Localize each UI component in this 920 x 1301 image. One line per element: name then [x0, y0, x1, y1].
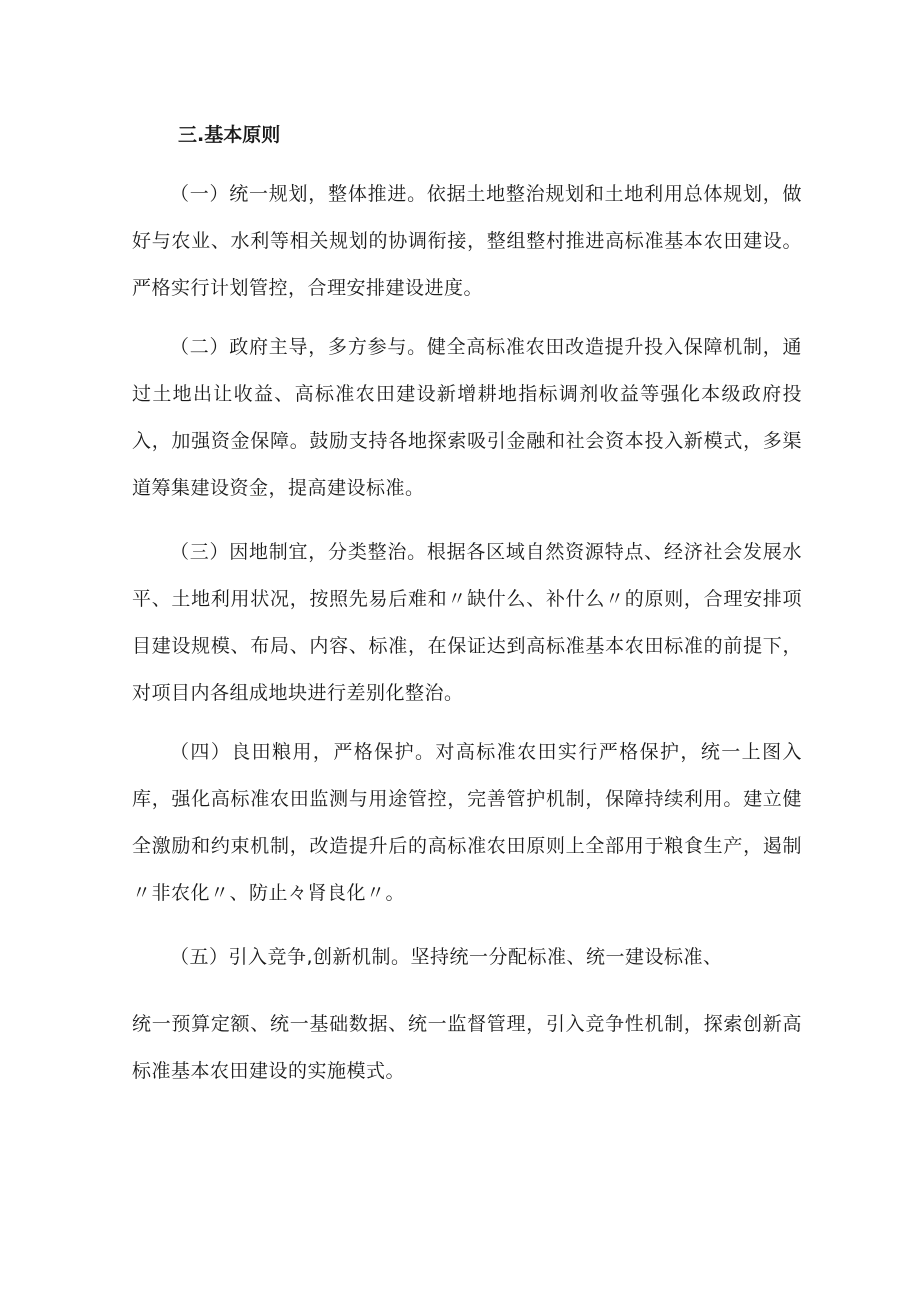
paragraph-unified-planning: （一）统一规划，整体推进。依据土地整治规划和土地利用总体规划，做好与农业、水利等相关规划的协调衔接，整组整村推进高标准基本农田建设。严格实行计划管控，合理安排建设进度。 — [132, 183, 802, 299]
paragraph-farmland-protection: （四）良田粮用，严格保护。对高标准农田实行严格保护，统一上图入库，强化高标准农田监测与用途管控，完善管护机制，保障持续利用。建立健全激励和约束机制，改造提升后的高标准农田原则上全部用于粮食生产，遏制〃非农化〃、防止々肾良化〃。 — [132, 741, 802, 904]
paragraph-local-conditions: （三）因地制宜，分类整治。根据各区域自然资源特点、经济社会发展水平、土地利用状况，按照先易后难和〃缺什么、补什么〃的原则，合理安排项目建设规模、布局、内容、标准，在保证达到高标准基本农田标准的前提下，对项目内各组成地块进行差别化整治。 — [132, 541, 802, 704]
paragraph-competition-rest: 统一预算定额、统一基础数据、统一监督管理，引入竞争性机制，探索创新高标准基本农田建设的实施模式。 — [132, 1013, 802, 1082]
paragraph-government-led: （二）政府主导，多方参与。健全高标准农田改造提升投入保障机制，通过土地出让收益、高标准农田建设新增耕地指标调剂收益等强化本级政府投入，加强资金保障。鼓励支持各地探索吸引金融和社会资本投入新模式，多渠道筹集建设资金，提高建设标准。 — [132, 336, 802, 499]
paragraph-competition-line1: （五）引入竞争,创新机制。坚持统一分配标准、统一建设标准、 — [170, 946, 723, 968]
section-heading: 三.基本原则 — [178, 124, 281, 146]
